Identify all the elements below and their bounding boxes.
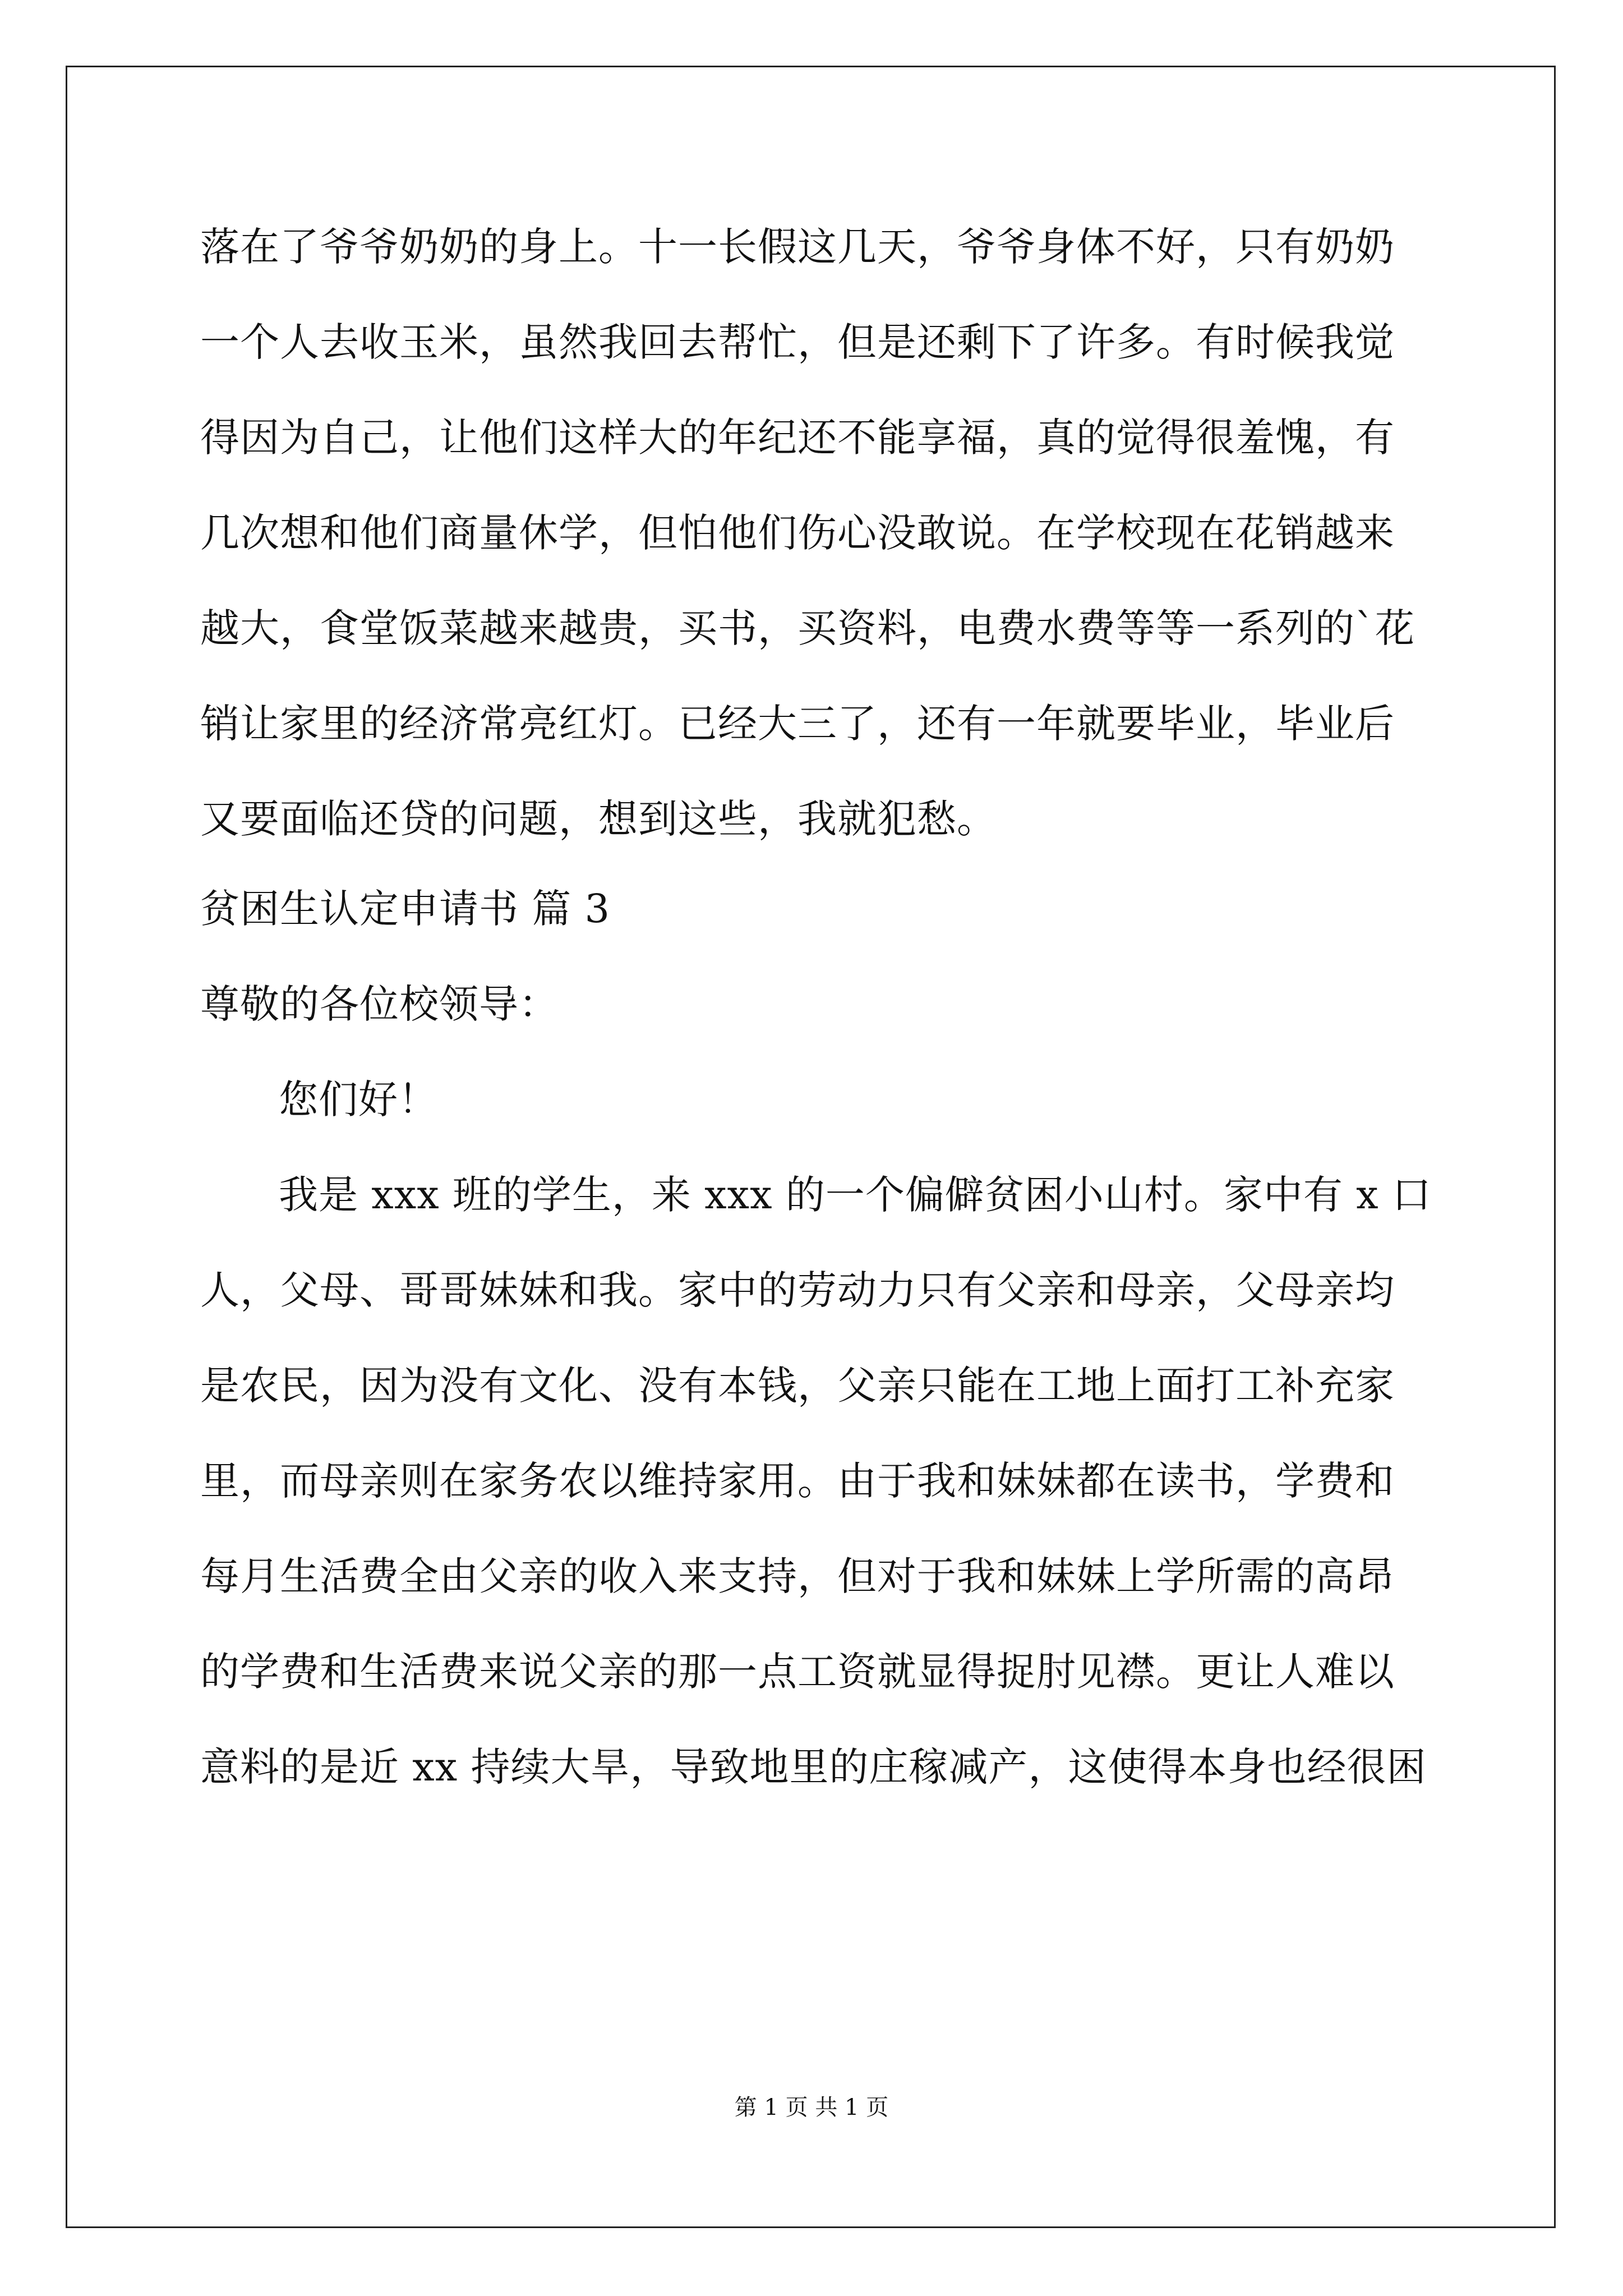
greeting: 您们好！ [279,1076,438,1122]
salutation: 尊敬的各位校领导： [200,981,559,1027]
paragraph-line: 的学费和生活费来说父亲的那一点工资就显得捉肘见襟。更让人难以 [200,1649,1395,1695]
paragraph-line: 我是 xxx 班的学生，来 xxx 的一个偏僻贫困小山村。家中有 x 口 [279,1172,1432,1218]
page-border [66,66,1556,2228]
paragraph-line: 每月生活费全由父亲的收入来支持，但对于我和妹妹上学所需的高昂 [200,1553,1395,1599]
page-footer: 第 1 页 共 1 页 [734,2095,889,2120]
paragraph-line: 又要面临还贷的问题，想到这些，我就犯愁。 [200,796,997,842]
paragraph-line: 人，父母、哥哥妹妹和我。家中的劳动力只有父亲和母亲，父母亲均 [200,1267,1395,1313]
paragraph-line: 里，而母亲则在家务农以维持家用。由于我和妹妹都在读书，学费和 [200,1458,1395,1504]
paragraph-line: 几次想和他们商量休学，但怕他们伤心没敢说。在学校现在花销越来 [200,510,1395,556]
paragraph-line: 意料的是近 xx 持续大旱，导致地里的庄稼减产，这使得本身也经很困 [200,1744,1427,1790]
paragraph-line: 一个人去收玉米，虽然我回去帮忙，但是还剩下了许多。有时候我觉 [200,319,1395,365]
paragraph-line: 越大，食堂饭菜越来越贵，买书，买资料，电费水费等等一系列的`花 [200,605,1415,651]
section-title: 贫困生认定申请书 篇 3 [200,886,611,932]
paragraph-line: 销让家里的经济常亮红灯。已经大三了，还有一年就要毕业，毕业后 [200,701,1395,747]
paragraph-line: 是农民，因为没有文化、没有本钱，父亲只能在工地上面打工补充家 [200,1363,1395,1409]
paragraph-line: 落在了爷爷奶奶的身上。十一长假这几天，爷爷身体不好，只有奶奶 [200,224,1395,270]
paragraph-line: 得因为自己，让他们这样大的年纪还不能享福，真的觉得很羞愧，有 [200,415,1395,461]
